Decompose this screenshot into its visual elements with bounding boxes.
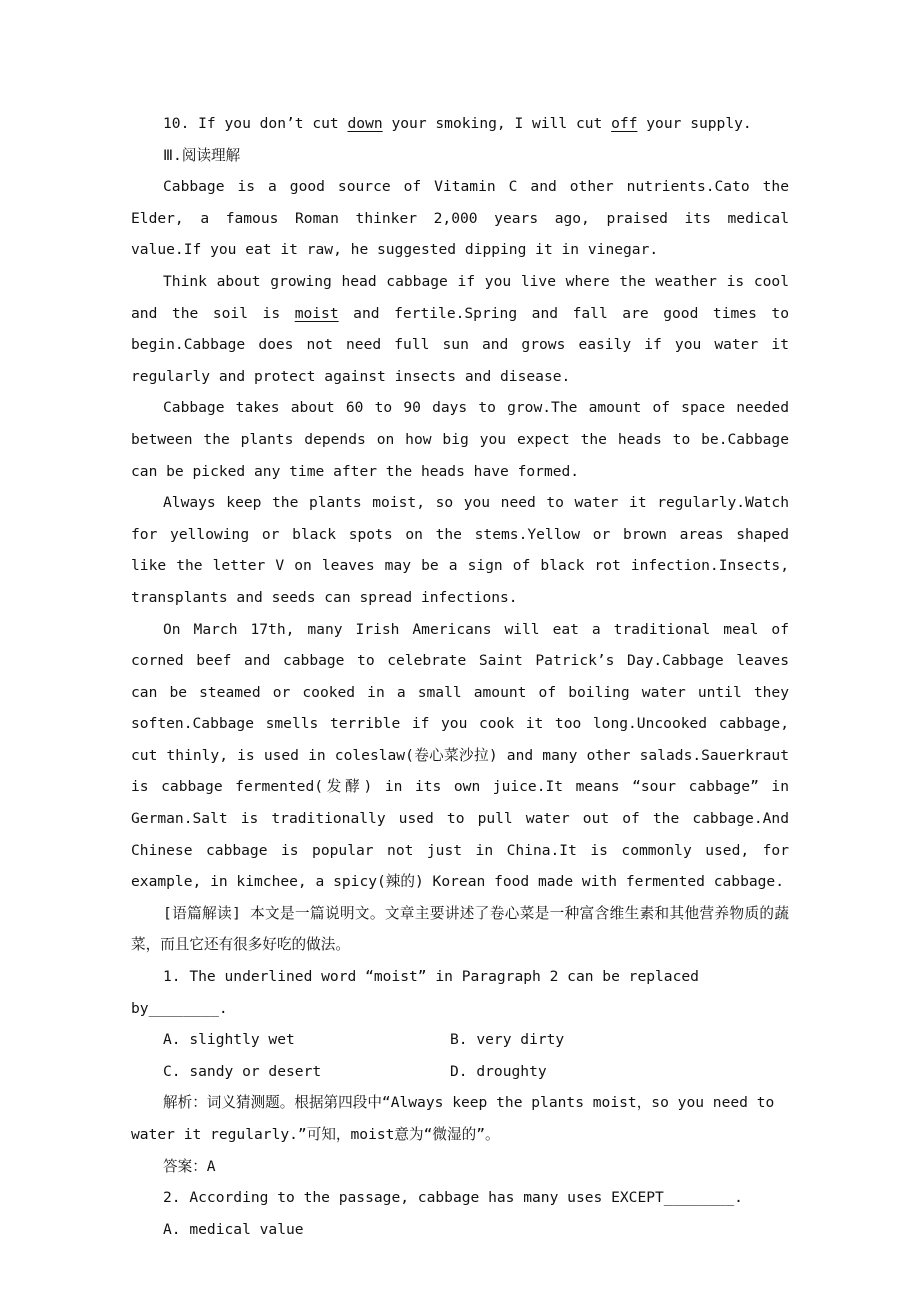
p2-post: and fertile.Spring and fall are good times to begin.Cabbage does not need full sun and grows easily if you water it regularly and protect against insects and disease. [131,304,789,385]
summary-text: 本文是一篇说明文。文章主要讲述了卷心菜是一种富含维生素和其他营养物质的蔬菜，而且它还有很多好吃的做法。 [131,904,789,954]
line10-mid: your smoking, I will cut [382,115,612,132]
question-1-options-row-2 [131,1056,789,1088]
summary-label: [语篇解读] [163,904,241,922]
underlined-off: off [611,115,638,132]
p2-pre: Think about growing head cabbage if you live where the weather is cool and the soil is [131,272,789,322]
question-1-option-a: A. slightly wet [163,1031,295,1049]
question-1-option-d: D. droughty [450,1062,547,1080]
passage-paragraph-2 [131,266,789,392]
line10-post: your supply. [637,115,752,132]
question-2-option-a: A. medical value [163,1220,304,1238]
question-1-stem: 1. The underlined word “moist” in Paragraph 2 can be replaced by________. [131,968,699,1017]
question-2-stem: 2. According to the passage, cabbage has many uses EXCEPT________. [163,1189,743,1207]
exercise-line-10 [131,108,789,140]
passage-paragraph-3: Cabbage takes about 60 to 90 days to grow.The amount of space needed between the plants depends on how big you expect the heads to be.Cabbage can be picked any time after the heads have formed. [131,399,789,480]
line10-pre: 10. If you don’t cut [163,115,348,132]
question-1-options-row-1 [131,1024,789,1056]
underlined-down: down [347,115,383,132]
question-1-option-c: C. sandy or desert [163,1062,322,1080]
question-1-analysis: 解析：词义猜测题。根据第四段中“Always keep the plants moist，so you need to water it regularly.”可知，moist意为“微湿的”。 [131,1094,775,1143]
passage-paragraph-5: On March 17th, many Irish Americans will eat a traditional meal of corned beef and cabbage to celebrate Saint Patrick’s Day.Cabbage leaves can be steamed or cooked in a small amount of boiling water until they soften.Cabbage smells terrible if you cook it too long.Uncooked cabbage, cut thinly, is used in coleslaw(卷心菜沙拉) and many other salads.Sauerkraut is cabbage fermented(发酵) in its own juice.It means “sour cabbage” in German.Salt is traditionally used to pull water out of the cabbage.And Chinese cabbage is popular not just in China.It is commonly used, for example, in kimchee, a spicy(辣的) Korean food made with fermented cabbage. [131,620,789,891]
passage-paragraph-4: Always keep the plants moist, so you need to water it regularly.Watch for yellowing or black spots on the stems.Yellow or brown areas shaped like the letter V on leaves may be a sign of black rot infection.Insects, transplants and seeds can spread infections. [131,494,789,606]
question-1-option-b: B. very dirty [450,1031,565,1049]
section-title: Ⅲ.阅读理解 [163,146,241,164]
passage-summary [131,898,789,961]
question-1-answer: 答案：A [163,1157,216,1175]
underlined-moist: moist [294,304,339,322]
passage-paragraph-1: Cabbage is a good source of Vitamin C and other nutrients.Cato the Elder, a famous Roman thinker 2,000 years ago, praised its medical value.If you eat it raw, he suggested dipping it in vinegar. [131,178,789,259]
document-content [131,108,789,1245]
